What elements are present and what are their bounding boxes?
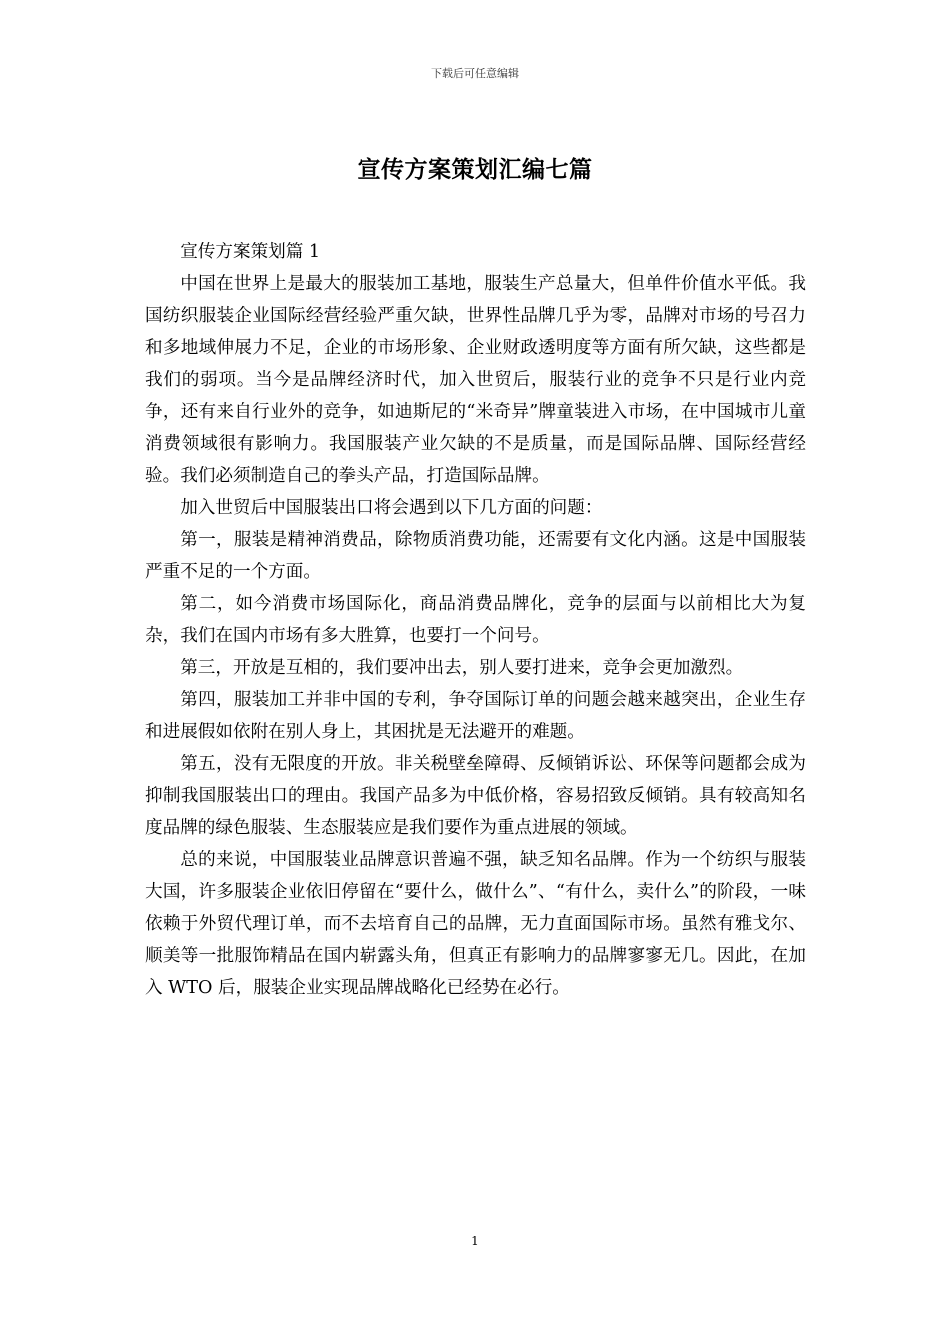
paragraph: 加入世贸后中国服装出口将会遇到以下几方面的问题： bbox=[180, 498, 603, 518]
paragraph: 第四，服装加工并非中国的专利，争夺国际订单的问题会越来越突出，企业生存和进展假如依附在别人身上，其困扰是无法避开的难题。 bbox=[145, 690, 806, 742]
document-title: 宣传方案策划汇编七篇 bbox=[357, 156, 593, 183]
paragraph: 总的来说，中国服装业品牌意识普遍不强，缺乏知名品牌。作为一个纺织与服装大国，许多服装企业依旧停留在“要什么，做什么”、“有什么，卖什么”的阶段，一味依赖于外贸代理订单，而不去培育自己的品牌，无力直面国际市场。虽然有雅戈尔、顺美等一批服饰精品在国内崭露头角，但真正有影响力的品牌寥寥无几。因此，在加入 WTO 后，服装企业实现品牌战略化已经势在必行。 bbox=[145, 850, 806, 998]
paragraph: 第一，服装是精神消费品，除物质消费功能，还需要有文化内涵。这是中国服装严重不足的一个方面。 bbox=[145, 530, 806, 582]
page-number: 1 bbox=[471, 1234, 479, 1248]
paragraph: 第五，没有无限度的开放。非关税壁垒障碍、反倾销诉讼、环保等问题都会成为抑制我国服装出口的理由。我国产品多为中低价格，容易招致反倾销。具有较高知名度品牌的绿色服装、生态服装应是我们要作为重点进展的领域。 bbox=[145, 754, 806, 838]
paragraph: 第三，开放是互相的，我们要冲出去，别人要打进来，竞争会更加激烈。 bbox=[180, 658, 744, 678]
paragraph: 第二，如今消费市场国际化，商品消费品牌化，竞争的层面与以前相比大为复杂，我们在国内市场有多大胜算，也要打一个问号。 bbox=[145, 594, 806, 646]
section-heading: 宣传方案策划篇 1 bbox=[180, 242, 321, 262]
paragraph: 中国在世界上是最大的服装加工基地，服装生产总量大，但单件价值水平低。我国纺织服装企业国际经营经验严重欠缺，世界性品牌几乎为零，品牌对市场的号召力和多地域伸展力不足，企业的市场形象、企业财政透明度等方面有所欠缺，这些都是我们的弱项。当今是品牌经济时代，加入世贸后，服装行业的竞争不只是行业内竞争，还有来自行业外的竞争，如迪斯尼的“米奇异”牌童装进入市场，在中国城市儿童消费领域很有影响力。我国服装产业欠缺的不是质量，而是国际品牌、国际经营经验。我们必须制造自己的拳头产品，打造国际品牌。 bbox=[145, 274, 806, 486]
page-header-note: 下载后可任意编辑 bbox=[431, 67, 519, 80]
document-body bbox=[145, 236, 806, 1004]
